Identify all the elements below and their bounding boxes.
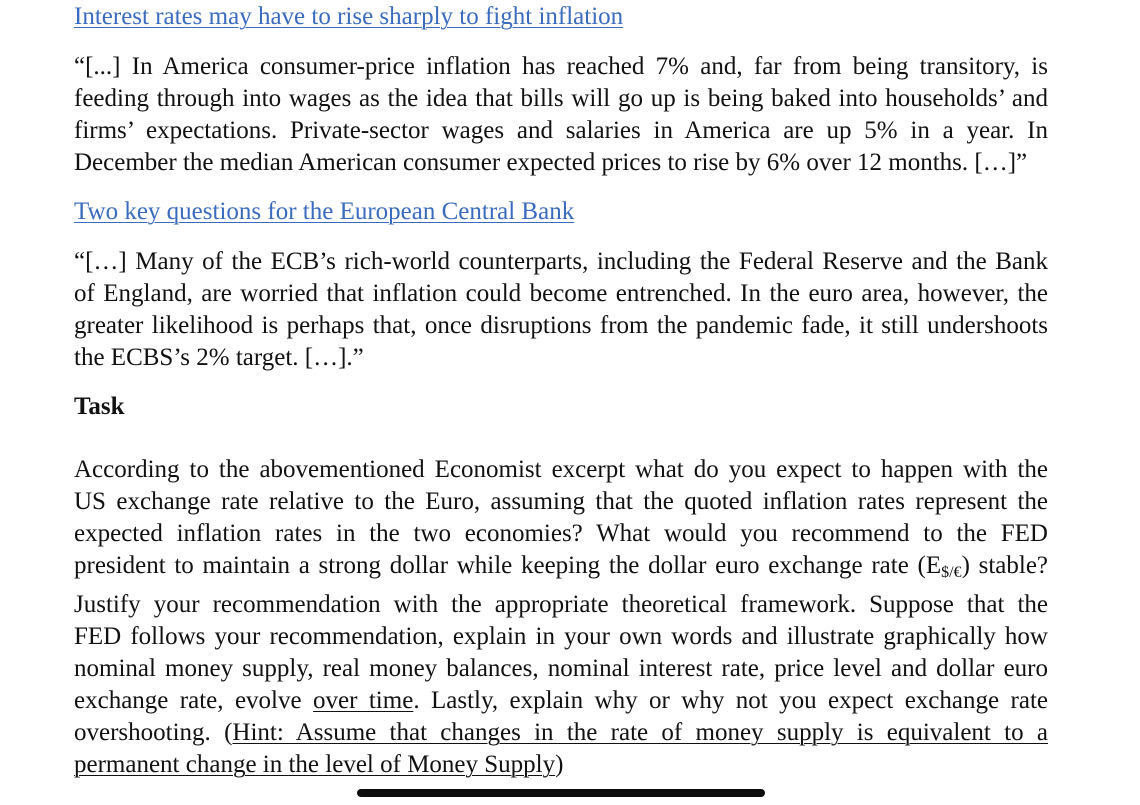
quote-paragraph-ecb [74,246,1048,374]
task-line: expected inflation rates in the two economies? What would you recommend to the FED [74,520,1048,547]
quote-line: firms’ expectations. Private-sector wages and salaries in America are up 5% in a year. In [74,117,1048,144]
task-line [74,550,1048,589]
quote-line: the ECBS’s 2% target. […].” [74,344,364,371]
hint-text: Hint: Assume that changes in the rate of money supply is equivalent to a [232,719,1048,746]
quote-line: “[...] In America consumer-price inflation has reached 7% and, far from being transitory, is [74,53,1048,80]
task-line-text: . Lastly, explain why or why not you expect exchange rate [413,687,1048,714]
quote-line: “[…] Many of the ECB’s rich-world counterparts, including the Federal Reserve and the Bank [74,248,1048,275]
task-heading: Task [74,393,125,420]
task-line-text: ) [555,751,564,778]
quote-line: greater likelihood is perhaps that, once disruptions from the pandemic fade, it still undershoots [74,312,1048,339]
task-line-text: overshooting. ( [74,719,233,746]
task-line-text: exchange rate, evolve [74,687,314,714]
quote-line: of England, are worried that inflation could become entrenched. In the euro area, however, the [74,280,1048,307]
task-line [74,749,1048,781]
article-link-interest-rates[interactable]: Interest rates may have to rise sharply to fight inflation [74,3,624,30]
task-line-text: president to maintain a strong dollar while keeping the dollar euro exchange rate (E [74,552,942,579]
task-line-text: ) stable? [961,552,1049,579]
task-line [74,685,1048,717]
underlined-phrase: over time [313,687,414,714]
task-line: US exchange rate relative to the Euro, assuming that the quoted inflation rates represent the [74,488,1048,515]
task-paragraph [74,454,1048,781]
home-indicator-bar[interactable] [357,789,765,797]
task-line: Justify your recommendation with the appropriate theoretical framework. Suppose that the [74,591,1048,618]
quote-paragraph-inflation [74,51,1048,179]
article-link-ecb[interactable]: Two key questions for the European Central Bank [74,198,575,225]
task-line: nominal money supply, real money balances, nominal interest rate, price level and dollar euro [74,655,1048,682]
quote-line: feeding through into wages as the idea that bills will go up is being baked into households’ and [74,85,1048,112]
quote-line: December the median American consumer expected prices to rise by 6% over 12 months. […]” [74,149,1028,176]
task-line: FED follows your recommendation, explain in your own words and illustrate graphically how [74,623,1048,650]
task-line: According to the abovementioned Economist excerpt what do you expect to happen with the [74,456,1048,483]
task-line [74,717,1048,749]
exchange-rate-subscript: $/€ [941,564,962,581]
hint-text: permanent change in the level of Money Supply [74,751,556,778]
